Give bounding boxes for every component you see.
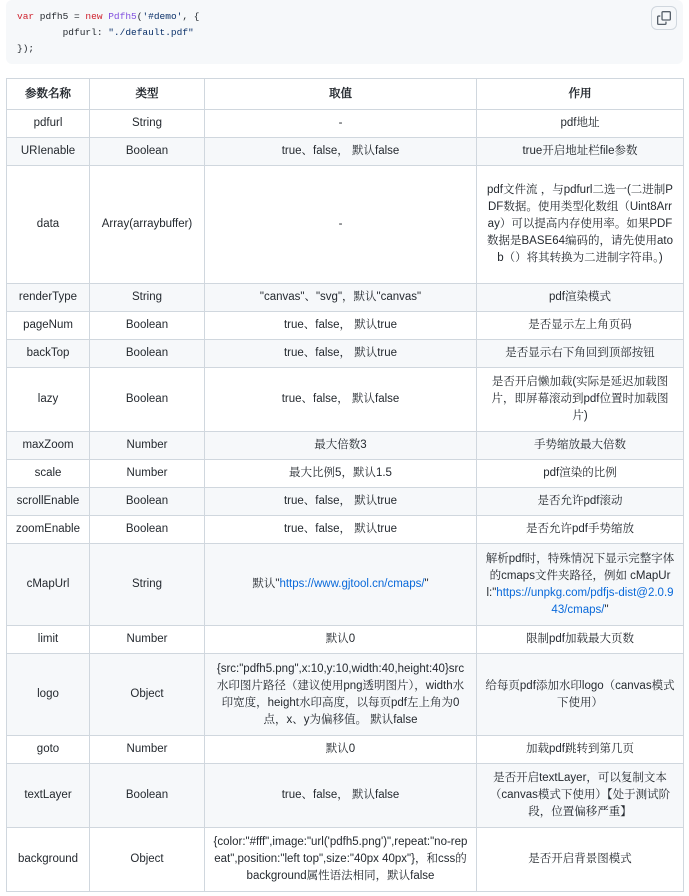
cell-value xyxy=(205,544,477,626)
cell-param-name: textLayer xyxy=(7,764,90,828)
code-indent xyxy=(17,27,63,38)
cell-desc: pdf渲染模式 xyxy=(477,284,684,312)
code-keyword-var: var xyxy=(17,11,35,22)
copy-button[interactable] xyxy=(651,6,677,30)
cell-param-name: renderType xyxy=(7,284,90,312)
cell-value: 最大倍数3 xyxy=(205,432,477,460)
cell-param-name: URIenable xyxy=(7,138,90,166)
cell-value: {src:"pdfh5.png",x:10,y:10,width:40,height:40}src水印图片路径（建议使用png透明图片），width水印宽度，height水印高度，以每页pdf左上角为0点，x、y为偏移值。 默认false xyxy=(205,654,477,736)
cell-desc: 手势缩放最大倍数 xyxy=(477,432,684,460)
value-suffix: " xyxy=(424,578,429,590)
code-rest: , { xyxy=(182,11,200,22)
code-selector: '#demo' xyxy=(142,11,183,22)
cell-type: Boolean xyxy=(90,516,205,544)
code-close: }); xyxy=(17,43,35,54)
cell-value: 默认0 xyxy=(205,736,477,764)
cell-type: String xyxy=(90,544,205,626)
cell-value: {color:"#fff",image:"url('pdfh5.png')",repeat:"no-repeat",position:"left top",size:"40px 40px"}，和css的background属性语法相同，默认false xyxy=(205,828,477,892)
cell-param-name: cMapUrl xyxy=(7,544,90,626)
cell-type: Number xyxy=(90,460,205,488)
table-row xyxy=(7,764,684,828)
code-block xyxy=(6,0,683,64)
cell-value: true、false， 默认true xyxy=(205,516,477,544)
cell-value: - xyxy=(205,110,477,138)
cell-value: true、false， 默认false xyxy=(205,764,477,828)
table-row xyxy=(7,312,684,340)
cell-type: Boolean xyxy=(90,138,205,166)
cell-type: Boolean xyxy=(90,340,205,368)
cell-value: true、false， 默认false xyxy=(205,368,477,432)
cell-param-name: pageNum xyxy=(7,312,90,340)
desc-prefix: 解析pdf时，特殊情况下显示完整字体的cmaps文件夹路径，例如 cMapUrl:" xyxy=(485,552,675,599)
cell-param-name: lazy xyxy=(7,368,90,432)
cell-param-name: goto xyxy=(7,736,90,764)
cell-desc: pdf渲染的比例 xyxy=(477,460,684,488)
header-type: 类型 xyxy=(90,79,205,110)
cell-desc: 是否开启背景图模式 xyxy=(477,828,684,892)
code-keyword-new: new xyxy=(85,11,103,22)
cell-type: Boolean xyxy=(90,368,205,432)
cell-value: true、false， 默认true xyxy=(205,340,477,368)
cell-value: true、false， 默认false xyxy=(205,138,477,166)
table-row xyxy=(7,516,684,544)
cell-value: - xyxy=(205,166,477,284)
desc-link[interactable]: https://unpkg.com/pdfjs-dist@2.0.943/cmaps/ xyxy=(496,586,674,616)
cell-value: true、false， 默认true xyxy=(205,488,477,516)
code-var-name: pdfh5 = xyxy=(34,11,86,22)
cell-param-name: scale xyxy=(7,460,90,488)
cell-type: Boolean xyxy=(90,764,205,828)
table-row xyxy=(7,654,684,736)
cell-desc: 是否允许pdf手势缩放 xyxy=(477,516,684,544)
cell-desc: 是否显示左上角页码 xyxy=(477,312,684,340)
cell-param-name: zoomEnable xyxy=(7,516,90,544)
cell-desc: 是否开启懒加载(实际是延迟加载图片，即屏幕滚动到pdf位置时加载图片) xyxy=(477,368,684,432)
table-row xyxy=(7,432,684,460)
cell-desc: pdf文件流 ，与pdfurl二选一(二进制PDF数据。使用类型化数组（Uint8Array）可以提高内存使用率。如果PDF数据是BASE64编码的，请先使用atob（）将其转换为二进制字符串。) xyxy=(477,166,684,284)
table-row xyxy=(7,736,684,764)
cell-param-name: backTop xyxy=(7,340,90,368)
table-row xyxy=(7,110,684,138)
cell-type: Number xyxy=(90,626,205,654)
cell-type: Array(arraybuffer) xyxy=(90,166,205,284)
cell-desc xyxy=(477,544,684,626)
cell-value: true、false， 默认true xyxy=(205,312,477,340)
header-name: 参数名称 xyxy=(7,79,90,110)
cell-desc: pdf地址 xyxy=(477,110,684,138)
cell-param-name: logo xyxy=(7,654,90,736)
cell-type: String xyxy=(90,284,205,312)
table-row xyxy=(7,368,684,432)
table-row xyxy=(7,488,684,516)
cell-type: String xyxy=(90,110,205,138)
code-snippet xyxy=(17,9,199,57)
params-table xyxy=(6,78,684,892)
cell-type: Number xyxy=(90,736,205,764)
cell-value: "canvas"、"svg"，默认"canvas" xyxy=(205,284,477,312)
cell-desc: 是否允许pdf滚动 xyxy=(477,488,684,516)
cell-value: 默认0 xyxy=(205,626,477,654)
table-row xyxy=(7,284,684,312)
value-link[interactable]: https://www.gjtool.cn/cmaps/ xyxy=(279,578,425,590)
cell-param-name: background xyxy=(7,828,90,892)
cell-desc: 加载pdf跳转到第几页 xyxy=(477,736,684,764)
header-value: 取值 xyxy=(205,79,477,110)
table-row xyxy=(7,626,684,654)
cell-value: 最大比例5，默认1.5 xyxy=(205,460,477,488)
cell-desc: 限制pdf加载最大页数 xyxy=(477,626,684,654)
cell-desc: true开启地址栏file参数 xyxy=(477,138,684,166)
value-prefix: 默认" xyxy=(252,578,280,590)
cell-param-name: limit xyxy=(7,626,90,654)
cell-param-name: data xyxy=(7,166,90,284)
header-desc: 作用 xyxy=(477,79,684,110)
table-row xyxy=(7,828,684,892)
table-row xyxy=(7,460,684,488)
cell-param-name: maxZoom xyxy=(7,432,90,460)
table-row xyxy=(7,166,684,284)
cell-type: Number xyxy=(90,432,205,460)
table-row xyxy=(7,340,684,368)
cell-type: Object xyxy=(90,828,205,892)
table-row xyxy=(7,138,684,166)
cell-param-name: scrollEnable xyxy=(7,488,90,516)
cell-desc: 给每页pdf添加水印logo（canvas模式下使用） xyxy=(477,654,684,736)
table-body xyxy=(7,110,684,892)
code-value: "./default.pdf" xyxy=(108,27,194,38)
desc-suffix: " xyxy=(604,603,609,616)
code-paren: ( xyxy=(136,11,143,22)
table-row xyxy=(7,544,684,626)
table-header-row xyxy=(7,79,684,110)
cell-type: Object xyxy=(90,654,205,736)
cell-param-name: pdfurl xyxy=(7,110,90,138)
code-key: pdfurl: xyxy=(62,27,109,38)
cell-type: Boolean xyxy=(90,312,205,340)
cell-desc: 是否显示右下角回到顶部按钮 xyxy=(477,340,684,368)
cell-desc: 是否开启textLayer，可以复制文本（canvas模式下使用）【处于测试阶段，位置偏移严重】 xyxy=(477,764,684,828)
code-constructor: Pdfh5 xyxy=(108,11,137,22)
cell-type: Boolean xyxy=(90,488,205,516)
copy-icon xyxy=(657,11,671,25)
